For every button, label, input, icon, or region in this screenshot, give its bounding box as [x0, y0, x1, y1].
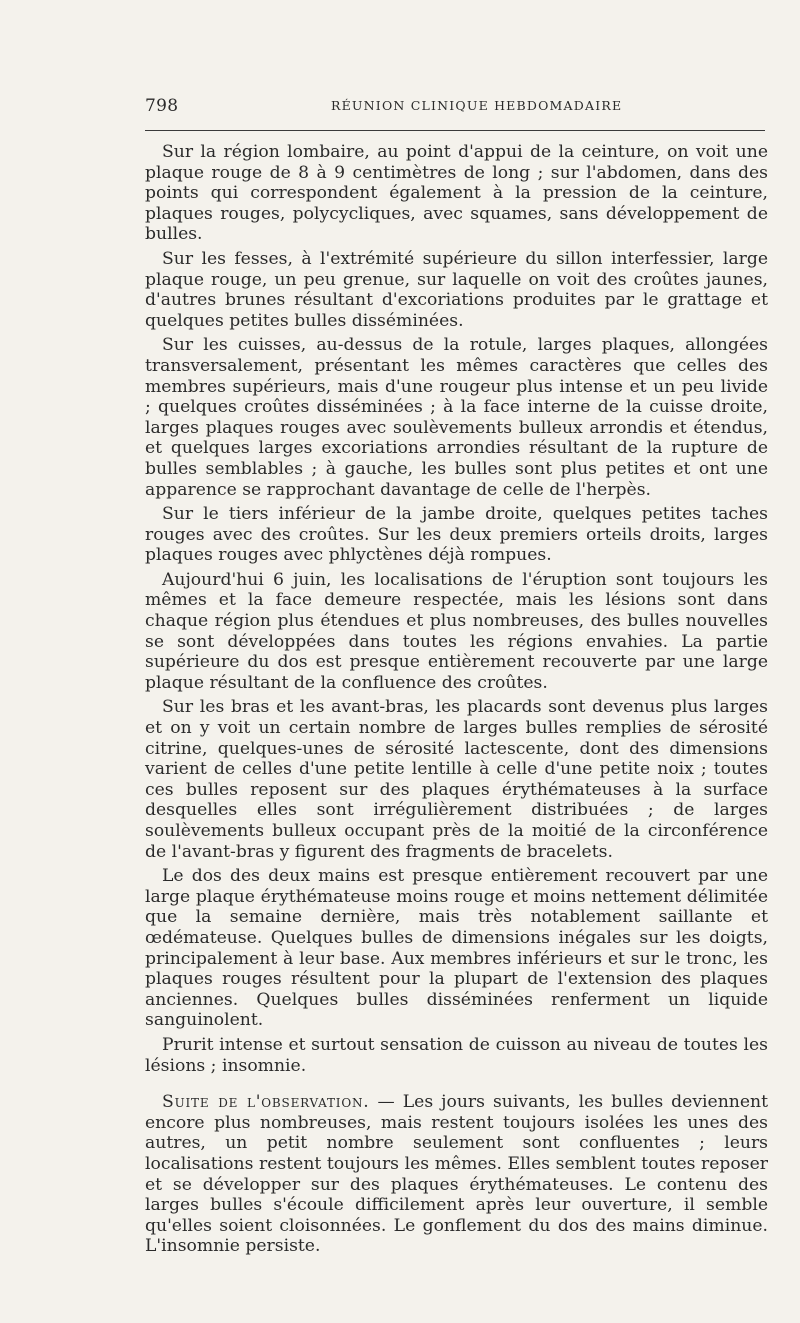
paragraph-leg: Sur le tiers inférieur de la jambe droite, quelques petites taches rouges avec des croûtes. Sur les deux premiers orteils droits, larges plaques rouges avec phlyctènes déjà rompues. [145, 504, 768, 566]
paragraph-lumbar: Sur la région lombaire, au point d'appui de la ceinture, on voit une plaque rouge de 8 à 9 centimètres de long ; sur l'abdomen, dans des points qui correspondent également à la pression de la ceinture, plaques rouges, polycycliques, avec squames, sans développement de bulles. [145, 142, 768, 245]
header-rule [145, 130, 765, 131]
paragraph-thighs: Sur les cuisses, au-dessus de la rotule, larges plaques, allongées transversalement, présentant les mêmes caractères que celles des membres supérieurs, mais d'une rougeur plus intense et un peu livide ; quelques croûtes disséminées ; à la face interne de la cuisse droite, larges plaques rouges avec soulèvements bulleux arrondis et étendus, et quelques larges excoriations arrondies résultant de la rupture de bulles semblables ; à gauche, les bulles sont plus petites et ont une apparence se rapprochant davantage de celle de l'herpès. [145, 335, 768, 500]
paragraph-hands: Le dos des deux mains est presque entièrement recouvert par une large plaque érythémateuse moins rouge et moins nettement délimitée que la semaine dernière, mais très notablement saillante et œdémateuse. Quelques bulles de dimensions inégales sur les doigts, principalement à leur base. Aux membres inférieurs et sur le tronc, les plaques rouges résultent pour la plupart de l'extension des plaques anciennes. Quelques bulles disséminées renferment un liquide sanguinolent. [145, 866, 768, 1031]
section-text: — Les jours suivants, les bulles deviennent encore plus nombreuses, mais restent toujours isolées les unes des autres, un petit nombre seulement sont confluentes ; leurs localisations restent toujours les mêmes. Elles semblent toutes reposer et se développer sur des plaques érythémateuses. Le contenu des larges bulles s'écoule difficilement après leur ouverture, il semble qu'elles soient cloisonnées. Le gonflement du dos des mains diminue. L'insomnie persiste. [145, 1092, 768, 1257]
body-text [145, 142, 768, 1261]
page-number: 798 [145, 96, 179, 116]
section-heading: Suite de l'observation. [162, 1092, 370, 1113]
paragraph-arms: Sur les bras et les avant-bras, les placards sont devenus plus larges et on y voit un certain nombre de larges bulles remplies de sérosité citrine, quelques-unes de sérosité lactescente, dont des dimensions varient de celles d'une petite lentille à celle d'une petite noix ; toutes ces bulles reposent sur des plaques érythémateuses à la surface desquelles elles sont irrégulièrement distribuées ; de larges soulèvements bulleux occupant près de la moitié de la circonférence de l'avant-bras y figurent des fragments de bracelets. [145, 697, 768, 862]
running-title: RÉUNION CLINIQUE HEBDOMADAIRE [331, 98, 623, 113]
paragraph-june-6: Aujourd'hui 6 juin, les localisations de l'éruption sont toujours les mêmes et la face demeure respectée, mais les lésions sont dans chaque région plus étendues et plus nombreuses, des bulles nouvelles se sont développées dans toutes les régions envahies. La partie supérieure du dos est presque entièrement recouverte par une large plaque résultant de la confluence des croûtes. [145, 569, 768, 693]
paragraph-follow-up [145, 1092, 768, 1257]
paragraph-pruritus: Prurit intense et surtout sensation de cuisson au niveau de toutes les lésions ; insomnie. [145, 1034, 768, 1076]
paragraph-buttocks: Sur les fesses, à l'extrémité supérieure du sillon interfessier, large plaque rouge, un peu grenue, sur laquelle on voit des croûtes jaunes, d'autres brunes résultant d'excoriations produites par le grattage et quelques petites bulles disséminées. [145, 248, 768, 331]
running-head [145, 96, 765, 118]
